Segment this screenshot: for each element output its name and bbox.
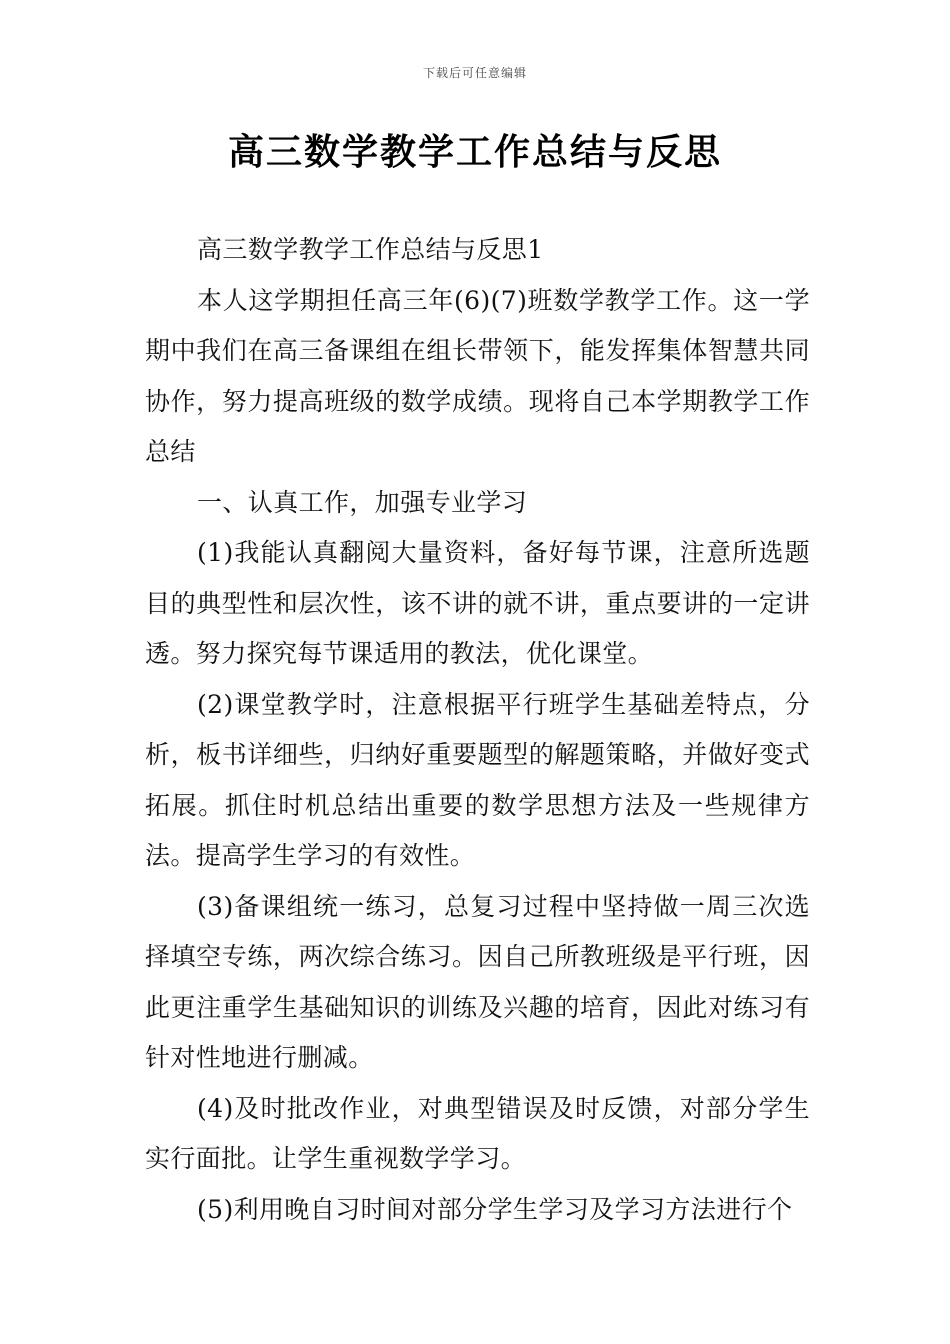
subsection-heading: 一、认真工作，加强专业学习 — [197, 487, 528, 517]
document-body — [145, 225, 810, 1235]
section-heading: 高三数学教学工作总结与反思1 — [197, 235, 544, 264]
paragraph-intro: 本人这学期担任高三年(6)(7)班数学教学工作。这一学期中我们在高三备课组在组长带领下，能发挥集体智慧共同协作，努力提高班级的数学成绩。现将自己本学期教学工作总结 — [145, 285, 810, 466]
paragraph-item-2: (2)课堂教学时，注意根据平行班学生基础差特点，分析，板书详细些，归纳好重要题型的解题策略，并做好变式拓展。抓住时机总结出重要的数学思想方法及一些规律方法。提高学生学习的有效性。 — [145, 689, 810, 870]
paragraph-item-1: (1)我能认真翻阅大量资料，备好每节课，注意所选题目的典型性和层次性，该不讲的就不讲，重点要讲的一定讲透。努力探究每节课适用的教法，优化课堂。 — [145, 538, 810, 668]
document-title: 高三数学教学工作总结与反思 — [227, 132, 722, 173]
header-note: 下载后可任意编辑 — [422, 66, 527, 80]
paragraph-item-4: (4)及时批改作业，对典型错误及时反馈，对部分学生实行面批。让学生重视数学学习。 — [145, 1093, 810, 1173]
paragraph-item-5: (5)利用晚自习时间对部分学生学习及学习方法进行个 — [197, 1194, 793, 1224]
paragraph-item-3: (3)备课组统一练习，总复习过程中坚持做一周三次选择填空专练，两次综合练习。因自己所教班级是平行班，因此更注重学生基础知识的训练及兴趣的培育，因此对练习有针对性地进行删减。 — [145, 891, 810, 1072]
